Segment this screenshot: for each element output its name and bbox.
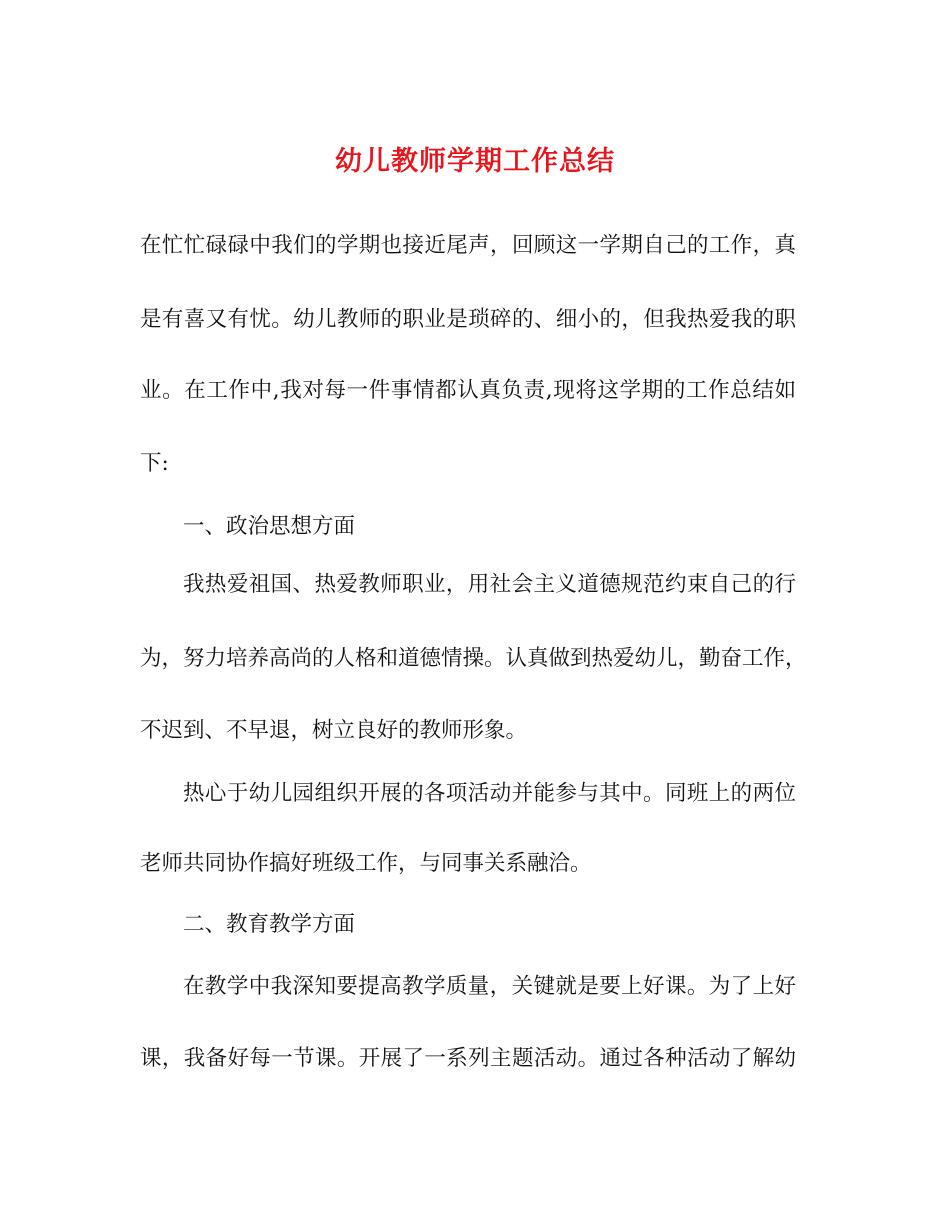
document-title: 幼儿教师学期工作总结 xyxy=(335,146,615,177)
paragraph-line: 下: xyxy=(140,451,169,476)
paragraph-line: 是有喜又有忧。幼儿教师的职业是琐碎的、细小的，但我热爱我的职 xyxy=(140,307,796,332)
paragraph-line: 热心于幼儿园组织开展的各项活动并能参与其中。同班上的两位 xyxy=(183,781,796,806)
paragraph-line: 课，我备好每一节课。开展了一系列主题活动。通过各种活动了解幼 xyxy=(140,1046,796,1071)
section-heading: 二、教育教学方面 xyxy=(183,912,356,937)
paragraph-line: 业。在工作中,我对每一件事情都认真负责,现将这学期的工作总结如 xyxy=(140,378,796,403)
paragraph-line: 为，努力培养高尚的人格和道德情操。认真做到热爱幼儿，勤奋工作， xyxy=(140,646,807,671)
paragraph-line: 不迟到、不早退，树立良好的教师形象。 xyxy=(140,718,528,743)
paragraph-line: 在忙忙碌碌中我们的学期也接近尾声，回顾这一学期自己的工作，真 xyxy=(140,233,796,258)
paragraph-line: 老师共同协作搞好班级工作，与同事关系融洽。 xyxy=(140,851,592,876)
paragraph-line: 在教学中我深知要提高教学质量，关键就是要上好课。为了上好 xyxy=(183,974,796,999)
section-heading: 一、政治思想方面 xyxy=(183,514,356,539)
paragraph-line: 我热爱祖国、热爱教师职业，用社会主义道德规范约束自己的行 xyxy=(183,572,796,597)
